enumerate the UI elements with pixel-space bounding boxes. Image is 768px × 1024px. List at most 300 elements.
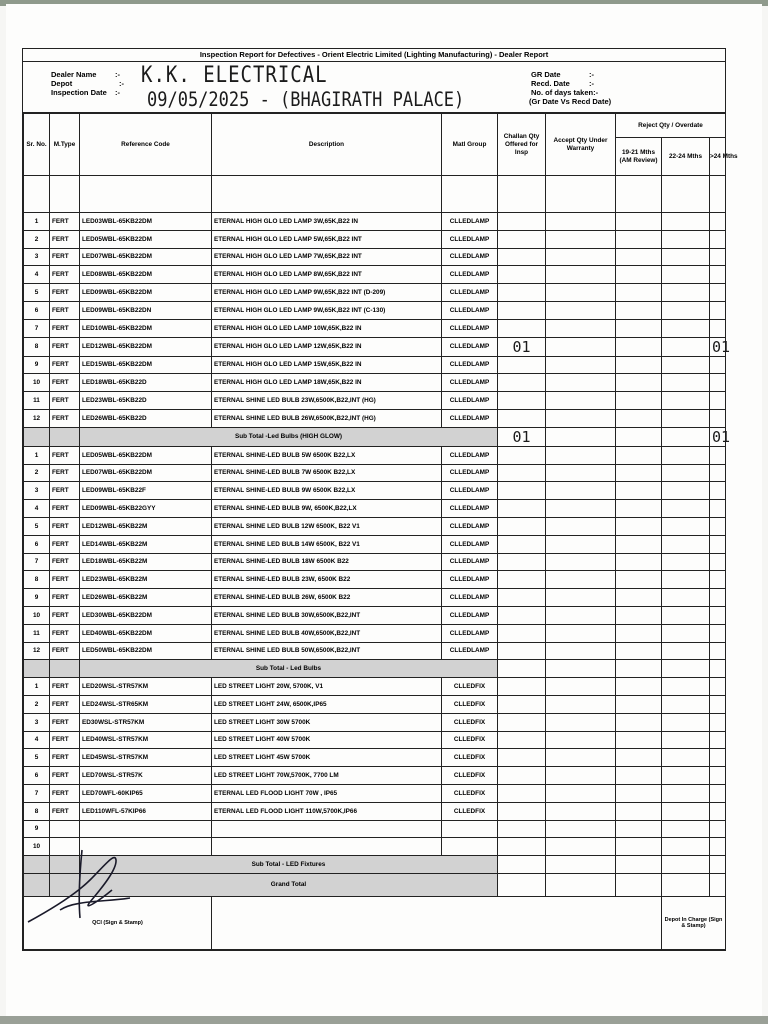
- table-row: [24, 409, 726, 427]
- matl-group-cell: CLLEDLAMP: [442, 535, 498, 553]
- mtype-cell: FERT: [50, 713, 80, 731]
- reject-22-24-cell: [662, 820, 710, 838]
- offered-qty-cell: [498, 409, 546, 427]
- reject-19-21-cell: [616, 820, 662, 838]
- reject-over-24-cell: [710, 284, 726, 302]
- reference-code-cell: LED40WBL-65KB22DM: [80, 624, 212, 642]
- col-reject: Reject Qty / Overdate: [616, 114, 726, 138]
- table-row: [24, 749, 726, 767]
- table-row: [24, 678, 726, 696]
- description-cell: ETERNAL SHINE LED BULB 40W,6500K,B22,INT: [212, 624, 442, 642]
- reject-over-24-cell: [710, 356, 726, 374]
- reference-code-cell: LED110WFL-57KIP66: [80, 802, 212, 820]
- offered-qty-cell: [498, 731, 546, 749]
- offered-qty-cell: [498, 446, 546, 464]
- subtotal-offered-cell: 01: [498, 427, 546, 446]
- accept-qty-cell: [546, 248, 616, 266]
- dealer-name-sep: :-: [115, 70, 120, 79]
- offered-qty-cell: [498, 248, 546, 266]
- reference-code-cell: LED50WBL-65KB22DM: [80, 642, 212, 660]
- description-cell: ETERNAL HIGH GLO LED LAMP 12W,65K,B22 IN: [212, 337, 442, 356]
- mtype-cell: FERT: [50, 356, 80, 374]
- matl-group-cell: CLLEDLAMP: [442, 571, 498, 589]
- reject-over-24-cell: 01: [710, 337, 726, 356]
- reference-code-cell: LED70WSL-STR57K: [80, 767, 212, 785]
- reject-22-24-cell: [662, 230, 710, 248]
- reject-22-24-cell: [662, 464, 710, 482]
- description-cell: ETERNAL HIGH GLO LED LAMP 5W,65K,B22 INT: [212, 230, 442, 248]
- matl-group-cell: CLLEDLAMP: [442, 482, 498, 500]
- reference-code-cell: LED30WBL-65KB22DM: [80, 606, 212, 624]
- mtype-cell: FERT: [50, 284, 80, 302]
- description-cell: ETERNAL SHINE-LED BULB 9W, 6500K,B22,LX: [212, 500, 442, 518]
- matl-group-cell: CLLEDFIX: [442, 731, 498, 749]
- offered-qty-cell: [498, 713, 546, 731]
- offered-qty-cell: [498, 784, 546, 802]
- accept-qty-cell: [546, 266, 616, 284]
- table-row: [24, 446, 726, 464]
- reject-19-21-cell: [616, 337, 662, 356]
- mtype-cell: FERT: [50, 678, 80, 696]
- accept-qty-cell: [546, 695, 616, 713]
- offered-qty-cell: [498, 535, 546, 553]
- reject-19-21-cell: [616, 838, 662, 856]
- reference-code-cell: LED70WFL-60KIP65: [80, 784, 212, 802]
- sr-cell: 2: [24, 230, 50, 248]
- reference-code-cell: [80, 820, 212, 838]
- reject-19-21-cell: [616, 749, 662, 767]
- matl-group-cell: CLLEDLAMP: [442, 230, 498, 248]
- empty-cell: [546, 873, 616, 896]
- mtype-cell: FERT: [50, 553, 80, 571]
- accept-qty-cell: [546, 500, 616, 518]
- description-cell: ETERNAL LED FLOOD LIGHT 110W,5700K,IP66: [212, 802, 442, 820]
- empty-cell: [50, 660, 80, 678]
- inspection-date-sep: :-: [115, 88, 120, 97]
- mtype-cell: FERT: [50, 482, 80, 500]
- reject-22-24-cell: [662, 838, 710, 856]
- reference-code-cell: LED09WBL-65KB22F: [80, 482, 212, 500]
- sr-cell: 5: [24, 749, 50, 767]
- reference-code-cell: LED14WBL-65KB22M: [80, 535, 212, 553]
- empty-cell: [24, 660, 50, 678]
- matl-group-cell: CLLEDLAMP: [442, 553, 498, 571]
- empty-cell: [546, 176, 616, 213]
- reject-22-24-cell: [662, 482, 710, 500]
- table-row: [24, 589, 726, 607]
- accept-qty-cell: [546, 301, 616, 319]
- sr-cell: 4: [24, 731, 50, 749]
- matl-group-cell: CLLEDLAMP: [442, 606, 498, 624]
- empty-cell: [50, 427, 80, 446]
- subtotal-offered-cell: [498, 660, 546, 678]
- subtotal-label: Sub Total - LED Fixtures: [80, 856, 498, 874]
- empty-cell: [442, 176, 498, 213]
- sr-cell: 8: [24, 337, 50, 356]
- matl-group-cell: [442, 820, 498, 838]
- table-row: [24, 356, 726, 374]
- reject-19-21-cell: [616, 713, 662, 731]
- page-bottom-edge: [0, 1016, 768, 1024]
- col-desc: Description: [212, 114, 442, 176]
- reference-code-cell: LED07WBL-65KB22DM: [80, 248, 212, 266]
- recd-date-label: Recd. Date: [531, 79, 570, 88]
- description-cell: LED STREET LIGHT 70W,5700K, 7700 LM: [212, 767, 442, 785]
- mtype-cell: FERT: [50, 500, 80, 518]
- col-reject-22-24: 22-24 Mths: [662, 138, 710, 176]
- matl-group-cell: CLLEDFIX: [442, 713, 498, 731]
- empty-cell: [710, 176, 726, 213]
- table-row: [24, 713, 726, 731]
- accept-qty-cell: [546, 482, 616, 500]
- reject-19-21-cell: [616, 392, 662, 410]
- reject-over-24-cell: [710, 248, 726, 266]
- sr-cell: 11: [24, 392, 50, 410]
- sr-cell: 9: [24, 820, 50, 838]
- reject-19-21-cell: [616, 230, 662, 248]
- table-row: [24, 266, 726, 284]
- mtype-cell: FERT: [50, 230, 80, 248]
- reject-over-24-cell: [710, 482, 726, 500]
- matl-group-cell: CLLEDFIX: [442, 695, 498, 713]
- description-cell: ETERNAL SHINE LED BULB 12W 6500K, B22 V1: [212, 517, 442, 535]
- description-cell: ETERNAL SHINE-LED BULB 5W 6500K B22,LX: [212, 446, 442, 464]
- sr-cell: 11: [24, 624, 50, 642]
- mtype-cell: FERT: [50, 301, 80, 319]
- sr-cell: 8: [24, 571, 50, 589]
- reject-22-24-cell: [662, 248, 710, 266]
- reject-19-21-cell: [616, 446, 662, 464]
- reject-22-24-cell: [662, 517, 710, 535]
- reject-22-24-cell: [662, 319, 710, 337]
- mtype-cell: FERT: [50, 606, 80, 624]
- reject-over-24-cell: [710, 500, 726, 518]
- mtype-cell: [50, 820, 80, 838]
- sr-cell: 7: [24, 319, 50, 337]
- reject-over-24-cell: [710, 767, 726, 785]
- offered-qty-cell: [498, 820, 546, 838]
- description-cell: ETERNAL SHINE-LED BULB 23W, 6500K B22: [212, 571, 442, 589]
- matl-group-cell: CLLEDLAMP: [442, 337, 498, 356]
- reject-22-24-cell: [662, 731, 710, 749]
- accept-qty-cell: [546, 802, 616, 820]
- reject-over-24-cell: [710, 213, 726, 231]
- offered-qty-cell: [498, 266, 546, 284]
- matl-group-cell: CLLEDFIX: [442, 678, 498, 696]
- inspection-date-label: Inspection Date: [51, 88, 107, 97]
- empty-cell: [546, 660, 616, 678]
- description-cell: ETERNAL SHINE LED BULB 30W,6500K,B22,INT: [212, 606, 442, 624]
- sr-cell: 12: [24, 642, 50, 660]
- description-cell: ETERNAL HIGH GLO LED LAMP 9W,65K,B22 INT (C-130): [212, 301, 442, 319]
- reject-22-24-cell: [662, 392, 710, 410]
- sr-cell: 5: [24, 284, 50, 302]
- offered-qty-cell: [498, 571, 546, 589]
- subtotal-over-24-cell: 01: [710, 427, 726, 446]
- description-cell: ETERNAL HIGH GLO LED LAMP 18W,65K,B22 IN: [212, 374, 442, 392]
- table-row: [24, 802, 726, 820]
- matl-group-cell: CLLEDLAMP: [442, 624, 498, 642]
- reference-code-cell: LED08WBL-65KB22DM: [80, 266, 212, 284]
- reference-code-cell: LED07WBL-65KB22DM: [80, 464, 212, 482]
- matl-group-cell: CLLEDLAMP: [442, 409, 498, 427]
- sr-cell: 10: [24, 374, 50, 392]
- reject-19-21-cell: [616, 500, 662, 518]
- accept-qty-cell: [546, 535, 616, 553]
- reject-over-24-cell: [710, 838, 726, 856]
- sr-cell: 4: [24, 266, 50, 284]
- sr-cell: 4: [24, 500, 50, 518]
- subtotal-row: [24, 427, 726, 446]
- signature-scribble: [20, 840, 140, 930]
- subtotal-over-24-cell: [710, 660, 726, 678]
- empty-cell: [546, 427, 616, 446]
- description-cell: ETERNAL HIGH GLO LED LAMP 9W,65K,B22 INT (D-209): [212, 284, 442, 302]
- accept-qty-cell: [546, 392, 616, 410]
- table-row: [24, 337, 726, 356]
- reference-code-cell: LED20WSL-STR57KM: [80, 678, 212, 696]
- sr-cell: 3: [24, 248, 50, 266]
- reject-19-21-cell: [616, 409, 662, 427]
- reference-code-cell: LED03WBL-65KB22DM: [80, 213, 212, 231]
- description-cell: [212, 838, 442, 856]
- accept-qty-cell: [546, 464, 616, 482]
- accept-qty-cell: [546, 409, 616, 427]
- reject-22-24-cell: [662, 802, 710, 820]
- mtype-cell: FERT: [50, 213, 80, 231]
- mtype-cell: FERT: [50, 624, 80, 642]
- subtotal-row: [24, 660, 726, 678]
- reject-22-24-cell: [662, 589, 710, 607]
- reference-code-cell: LED18WBL-65KB22D: [80, 374, 212, 392]
- reject-22-24-cell: [662, 500, 710, 518]
- reject-22-24-cell: [662, 356, 710, 374]
- empty-cell: [212, 176, 442, 213]
- empty-cell: [662, 873, 710, 896]
- description-cell: ETERNAL SHINE-LED BULB 18W 6500K B22: [212, 553, 442, 571]
- table-row: [24, 624, 726, 642]
- inspection-report: [22, 48, 738, 951]
- table-row: [24, 642, 726, 660]
- items-body: [24, 176, 731, 950]
- accept-qty-cell: [546, 284, 616, 302]
- sr-cell: 10: [24, 838, 50, 856]
- reference-code-cell: LED09WBL-65KB22DN: [80, 301, 212, 319]
- table-row: [24, 284, 726, 302]
- reference-code-cell: LED10WBL-65KB22DM: [80, 319, 212, 337]
- items-table: [23, 113, 738, 950]
- accept-qty-cell: [546, 356, 616, 374]
- grand-total-label: Grand Total: [80, 873, 498, 896]
- reject-over-24-cell: [710, 731, 726, 749]
- accept-qty-cell: [546, 820, 616, 838]
- description-cell: ETERNAL SHINE LED BULB 23W,6500K,B22,INT (HG): [212, 392, 442, 410]
- subtotal-over-24-cell: [710, 856, 726, 874]
- sr-cell: 3: [24, 713, 50, 731]
- reject-22-24-cell: [662, 553, 710, 571]
- empty-cell: [662, 660, 710, 678]
- offered-qty-cell: 01: [498, 337, 546, 356]
- depot-signature-box: Depot In Charge (Sign & Stamp): [662, 896, 726, 949]
- reject-over-24-cell: [710, 230, 726, 248]
- sr-cell: 8: [24, 802, 50, 820]
- reference-code-cell: LED05WBL-65KB22DM: [80, 446, 212, 464]
- gr-date-sep: :-: [589, 70, 594, 79]
- offered-qty-cell: [498, 802, 546, 820]
- reject-22-24-cell: [662, 266, 710, 284]
- description-cell: LED STREET LIGHT 40W 5700K: [212, 731, 442, 749]
- reject-19-21-cell: [616, 248, 662, 266]
- reference-code-cell: LED12WBL-65KB22DM: [80, 337, 212, 356]
- reject-22-24-cell: [662, 337, 710, 356]
- sr-cell: 1: [24, 678, 50, 696]
- reject-over-24-cell: [710, 319, 726, 337]
- reject-19-21-cell: [616, 535, 662, 553]
- accept-qty-cell: [546, 624, 616, 642]
- matl-group-cell: CLLEDLAMP: [442, 642, 498, 660]
- reject-over-24-cell: [710, 642, 726, 660]
- table-row: [24, 482, 726, 500]
- accept-qty-cell: [546, 319, 616, 337]
- sr-cell: 6: [24, 767, 50, 785]
- sr-cell: 6: [24, 535, 50, 553]
- reject-19-21-cell: [616, 301, 662, 319]
- reject-over-24-cell: [710, 820, 726, 838]
- table-row: [24, 374, 726, 392]
- empty-cell: [24, 176, 50, 213]
- reference-code-cell: LED26WBL-65KB22M: [80, 589, 212, 607]
- reject-over-24-cell: [710, 624, 726, 642]
- reject-19-21-cell: [616, 731, 662, 749]
- offered-qty-cell: [498, 517, 546, 535]
- matl-group-cell: CLLEDLAMP: [442, 446, 498, 464]
- accept-qty-cell: [546, 678, 616, 696]
- reject-19-21-cell: [616, 374, 662, 392]
- table-row: [24, 784, 726, 802]
- sr-cell: 7: [24, 553, 50, 571]
- empty-cell: [662, 427, 710, 446]
- col-challan: Challan Qty Offered for Insp: [498, 114, 546, 176]
- matl-group-cell: [442, 838, 498, 856]
- mtype-cell: FERT: [50, 802, 80, 820]
- empty-cell: [616, 873, 662, 896]
- reject-19-21-cell: [616, 266, 662, 284]
- subtotal-label: Sub Total -Led Bulbs (HIGH GLOW): [80, 427, 498, 446]
- offered-qty-cell: [498, 589, 546, 607]
- sr-cell: 1: [24, 213, 50, 231]
- reject-over-24-cell: [710, 517, 726, 535]
- mtype-cell: FERT: [50, 446, 80, 464]
- reference-code-cell: LED12WBL-65KB22M: [80, 517, 212, 535]
- offered-qty-cell: [498, 301, 546, 319]
- offered-qty-cell: [498, 464, 546, 482]
- offered-qty-cell: [498, 553, 546, 571]
- reference-code-cell: LED09WBL-65KB22GYY: [80, 500, 212, 518]
- mtype-cell: FERT: [50, 535, 80, 553]
- table-row: [24, 301, 726, 319]
- empty-cell: [616, 427, 662, 446]
- reject-19-21-cell: [616, 284, 662, 302]
- table-row: [24, 500, 726, 518]
- dealer-name-label: Dealer Name: [51, 70, 97, 79]
- reference-code-cell: LED26WBL-65KB22D: [80, 409, 212, 427]
- matl-group-cell: CLLEDFIX: [442, 749, 498, 767]
- table-row: [24, 535, 726, 553]
- sr-cell: 3: [24, 482, 50, 500]
- reject-over-24-cell: [710, 802, 726, 820]
- reject-19-21-cell: [616, 319, 662, 337]
- matl-group-cell: CLLEDLAMP: [442, 213, 498, 231]
- description-cell: ETERNAL SHINE-LED BULB 26W, 6500K B22: [212, 589, 442, 607]
- reference-code-cell: LED23WBL-65KB22D: [80, 392, 212, 410]
- accept-qty-cell: [546, 784, 616, 802]
- offered-qty-cell: [498, 356, 546, 374]
- reject-22-24-cell: [662, 767, 710, 785]
- mtype-cell: FERT: [50, 571, 80, 589]
- matl-group-cell: CLLEDLAMP: [442, 517, 498, 535]
- days-taken-note: (Gr Date Vs Recd Date): [529, 97, 612, 106]
- offered-qty-cell: [498, 678, 546, 696]
- depot-sep: :-: [119, 79, 124, 88]
- reject-over-24-cell: [710, 678, 726, 696]
- report-title: Inspection Report for Defectives - Orient Electric Limited (Lighting Manufacturing) - Dealer Report: [23, 49, 725, 62]
- reference-code-cell: LED15WBL-65KB22DM: [80, 356, 212, 374]
- description-cell: ETERNAL HIGH GLO LED LAMP 7W,65K,B22 INT: [212, 248, 442, 266]
- accept-qty-cell: [546, 749, 616, 767]
- description-cell: ETERNAL SHINE-LED BULB 9W 6500K B22,LX: [212, 482, 442, 500]
- reject-over-24-cell: [710, 606, 726, 624]
- offered-qty-cell: [498, 500, 546, 518]
- table-row: [24, 553, 726, 571]
- offered-qty-cell: [498, 767, 546, 785]
- subtotal-offered-cell: [498, 856, 546, 874]
- matl-group-cell: CLLEDLAMP: [442, 500, 498, 518]
- empty-cell: [662, 176, 710, 213]
- empty-cell: [616, 856, 662, 874]
- matl-group-cell: CLLEDLAMP: [442, 374, 498, 392]
- accept-qty-cell: [546, 213, 616, 231]
- reject-over-24-cell: [710, 589, 726, 607]
- mtype-cell: FERT: [50, 409, 80, 427]
- col-sr: Sr. No.: [24, 114, 50, 176]
- offered-qty-cell: [498, 230, 546, 248]
- offered-qty-cell: [498, 284, 546, 302]
- reject-19-21-cell: [616, 802, 662, 820]
- sr-cell: 9: [24, 589, 50, 607]
- reject-22-24-cell: [662, 374, 710, 392]
- reject-22-24-cell: [662, 784, 710, 802]
- description-cell: [212, 820, 442, 838]
- matl-group-cell: CLLEDLAMP: [442, 248, 498, 266]
- accept-qty-cell: [546, 374, 616, 392]
- description-cell: ETERNAL SHINE LED BULB 14W 6500K, B22 V1: [212, 535, 442, 553]
- offered-qty-cell: [498, 482, 546, 500]
- description-cell: ETERNAL HIGH GLO LED LAMP 8W,65K,B22 INT: [212, 266, 442, 284]
- depot-label: Depot: [51, 79, 73, 88]
- reject-22-24-cell: [662, 713, 710, 731]
- mtype-cell: FERT: [50, 589, 80, 607]
- col-ref: Reference Code: [80, 114, 212, 176]
- reject-22-24-cell: [662, 284, 710, 302]
- sr-cell: 2: [24, 464, 50, 482]
- reject-19-21-cell: [616, 767, 662, 785]
- empty-cell: [662, 856, 710, 874]
- reject-22-24-cell: [662, 301, 710, 319]
- col-mtype: M.Type: [50, 114, 80, 176]
- mtype-cell: FERT: [50, 374, 80, 392]
- description-cell: LED STREET LIGHT 20W, 5700K, V1: [212, 678, 442, 696]
- description-cell: ETERNAL SHINE LED BULB 50W,6500K,B22,INT: [212, 642, 442, 660]
